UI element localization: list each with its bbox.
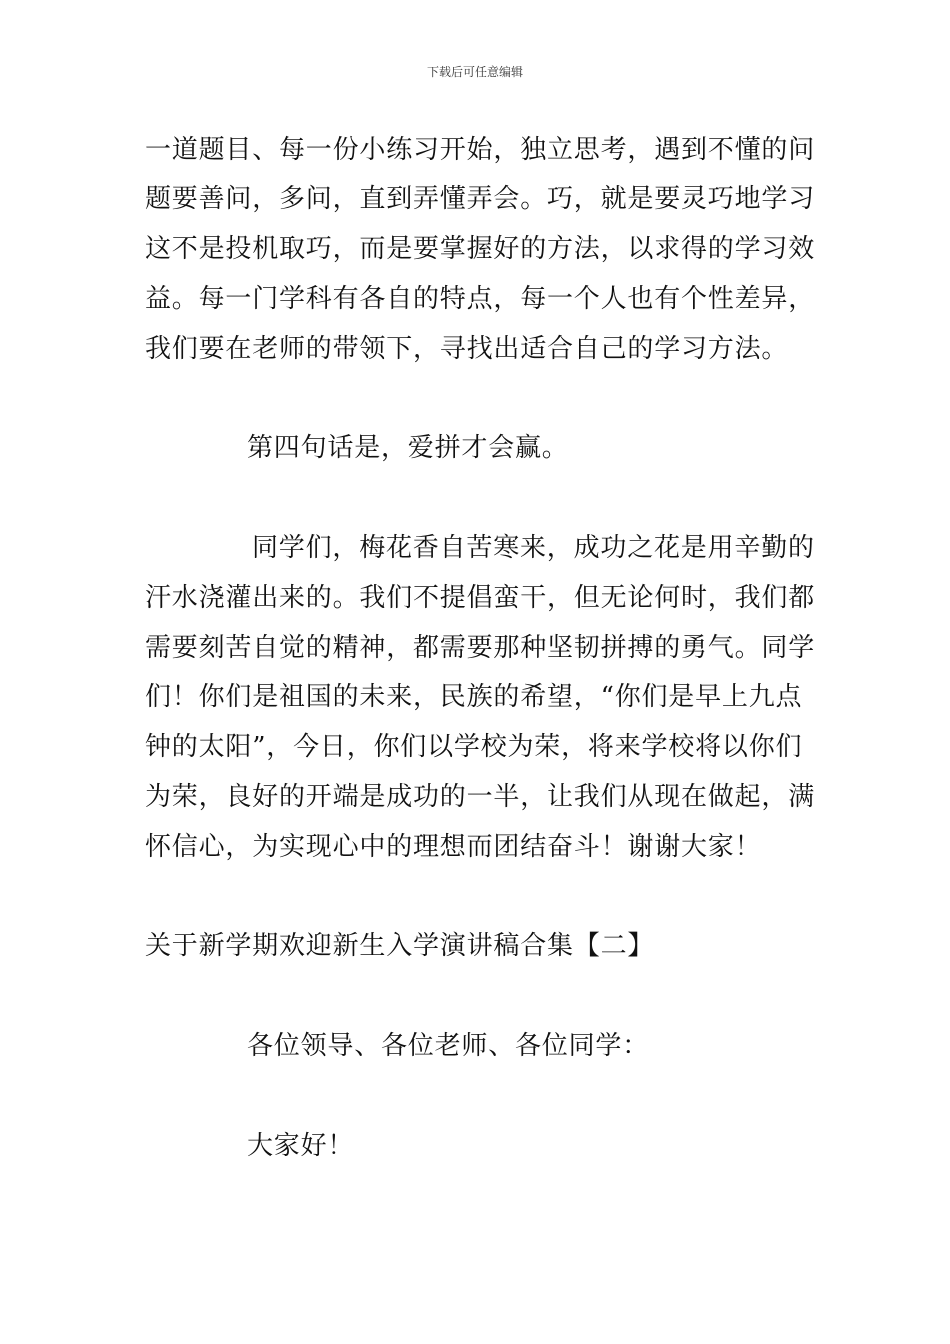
paragraph-line: 钟的太阳”，今日，你们以学校为荣，将来学校将以你们	[145, 732, 803, 762]
paragraph-line: 怀信心，为实现心中的理想而团结奋斗！谢谢大家！	[145, 832, 762, 862]
paragraph-line: 这不是投机取巧，而是要掌握好的方法，以求得的学习效	[145, 234, 816, 264]
paragraph-line: 我们要在老师的带领下，寻找出适合自己的学习方法。	[145, 334, 789, 364]
paragraph-line: 同学们，梅花香自苦寒来，成功之花是用辛勤的	[252, 533, 815, 563]
paragraph-line: 需要刻苦自觉的精神，都需要那种坚韧拼搏的勇气。同学	[145, 633, 816, 663]
paragraph-line: 第四句话是，爱拼才会赢。	[247, 433, 569, 463]
paragraph-line: 题要善问，多问，直到弄懂弄会。巧，就是要灵巧地学习	[145, 184, 816, 214]
section-title: 关于新学期欢迎新生入学演讲稿合集【二】	[145, 931, 655, 961]
greeting: 大家好！	[247, 1131, 355, 1161]
page-header-note: 下载后可任意编辑	[426, 65, 523, 79]
paragraph-line: 们！你们是祖国的未来，民族的希望，“你们是早上九点	[145, 682, 803, 712]
salutation: 各位领导、各位老师、各位同学：	[247, 1031, 650, 1061]
paragraph-line: 益。每一门学科有各自的特点，每一个人也有个性差异，	[145, 284, 816, 314]
paragraph-line: 汗水浇灌出来的。我们不提倡蛮干，但无论何时，我们都	[145, 583, 816, 613]
paragraph-line: 为荣，良好的开端是成功的一半，让我们从现在做起，满	[145, 782, 816, 812]
paragraph-line: 一道题目、每一份小练习开始，独立思考，遇到不懂的问	[145, 135, 816, 165]
